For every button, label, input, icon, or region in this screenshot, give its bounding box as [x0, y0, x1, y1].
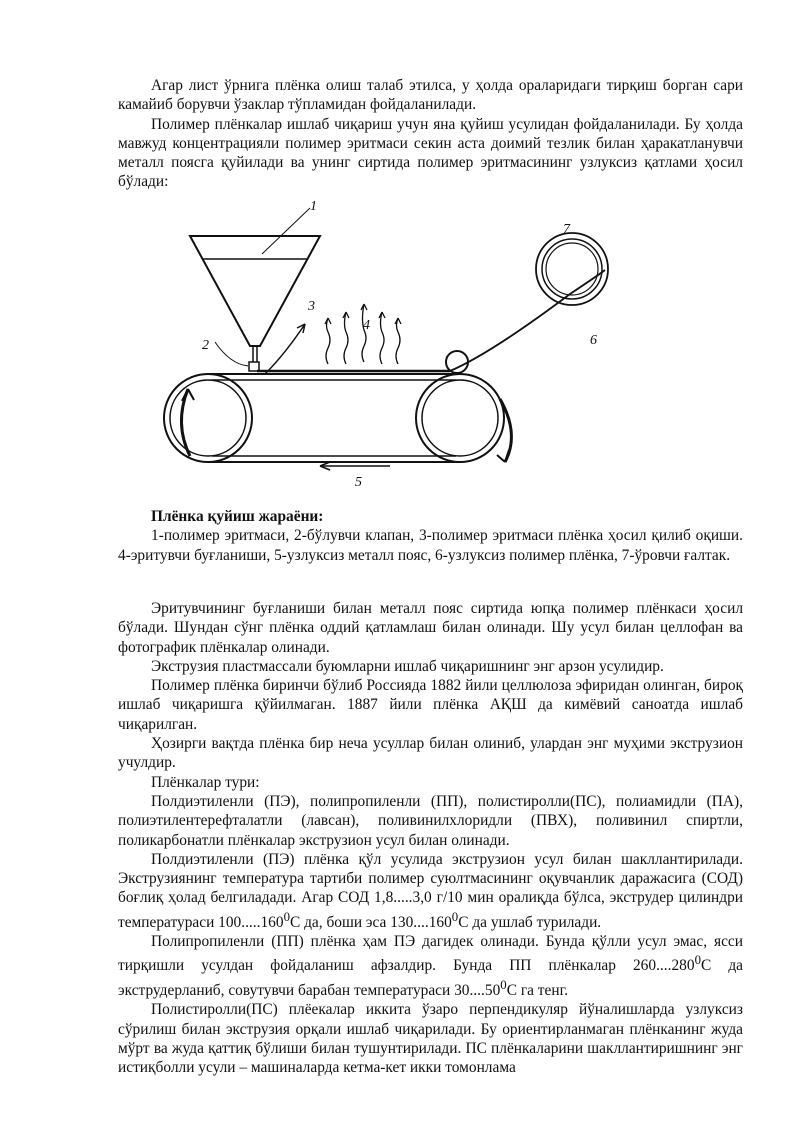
paragraph-intro-1: Агар лист ўрнига плёнка олиш талаб этилса, у ҳолда ораларидаги тирқиш борган сари камайиб борувчи ўзаклар тўпламидан фойдаланилади.: [118, 77, 743, 114]
p8-degree-2: 0: [500, 977, 507, 992]
paragraph-9: Полистиролли(ПС) плёекалар иккита ўзаро перпендикуляр йўналишларда узлуксиз сўрилиш билан экструзия орқали ишлаб чиқарилади. Бу ориентирланмаган плёнканинг жуда мўрт ва жуда қаттиқ бўлиши билан тушунтирилади. ПС плёнкаларини шакллантиришнинг энг истиқболли усули – машиналарда кетма-кет икки томонлама: [118, 1001, 743, 1077]
p7-part-a: Полдиэтиленли (ПЭ) плёнка қўл усулида экструзион усул билан шакллантирилади. Экструзиянинг температура тартиби полимер суюлтмасининг оқувчанлик даражасига (СОД) боғлиқ ҳолад белгиладади. Агар СОД 1,8.....3,0 г/10 мин оралиқда бўлса, экструдер цилиндри температураси 100.....160: [118, 850, 743, 931]
paragraph-2: Экструзия пластмассали буюмларни ишлаб чиқаришнинг энг арзон усулидир.: [151, 657, 664, 675]
p8-part-b: С да экструдерланиб, совутувчи барабан температураси 30....50: [118, 957, 743, 1000]
p7-degree-1: 0: [283, 909, 290, 924]
label-1: 1: [310, 199, 317, 214]
body-text: [118, 599, 743, 1078]
evaporation-arrows: [325, 304, 401, 364]
label-6: 6: [590, 333, 597, 348]
paragraph-6: Полдиэтиленли (ПЭ), полипропиленли (ПП), полистиролли(ПС), полиамидли (ПА), полиэтилентерефталатли (лавсан), поливинилхлоридли (ПВХ), поливинил спиртли, поликарбонатли плёнкалар экструзион усул билан олинади.: [118, 792, 743, 849]
p8-degree-1: 0: [694, 953, 701, 968]
paragraph-intro-2: Полимер плёнкалар ишлаб чиқариш учун яна қуйиш усулидан фойдаланилади. Бу ҳолда мавжуд концентрацияли полимер эритмаси секин аста доимий тезлик билан ҳаракатланувчи металл поясга қуйилади ва унинг сиртида полимер эритмасининг узлуксиз қатлами ҳосил бўлади:: [118, 115, 743, 191]
caption-title: Плёнка қуйиш жараёни:: [151, 508, 324, 525]
caption-legend: 1-полимер эритмаси, 2-бўлувчи клапан, 3-полимер эритмаси плёнка ҳосил қилиб оқиши. 4-эритувчи буғланиши, 5-узлуксиз металл пояс, 6-узлуксиз полимер плёнка, 7-ўровчи ғалтак.: [118, 527, 743, 564]
p8-part-a: Полипропиленли (ПП) плёнка ҳам ПЭ дагидек олинади. Бунда қўлли усул эмас, ясси тирқишли усулдан фойдаланиш афзалдир. Бунда ПП плёнкалар 260....280: [118, 933, 743, 975]
paragraph-4: Ҳозирги вақтда плёнка бир неча усуллар билан олиниб, улардан энг муҳими экструзион учулдир.: [118, 735, 743, 772]
take-off-roller: [446, 351, 468, 373]
p7-degree-2: 0: [451, 909, 459, 924]
paragraph-8: [118, 932, 743, 1000]
paragraph-1: Эритувчининг буғланиши билан металл пояс сиртида юпқа полимер плёнкаси ҳосил бўлади. Шундан сўнг плёнка оддий қатламлаш билан олинади. Шу усул билан целлофан ва фотографик плёнкалар олинади.: [118, 600, 743, 656]
p7-part-b: С да, боши эса 130....160: [289, 913, 452, 931]
label-3: 3: [308, 299, 315, 314]
p7-part-c: С да ушлаб турилади.: [458, 913, 602, 931]
take-up-reel: [536, 233, 608, 305]
paragraph-5: Плёнкалар тури:: [151, 773, 260, 791]
figure-caption: [118, 507, 743, 565]
label-2: 2: [202, 338, 209, 353]
label-5: 5: [355, 475, 362, 490]
label-4: 4: [363, 318, 370, 333]
valve: [249, 362, 259, 371]
film-casting-diagram: [160, 194, 660, 500]
metal-belt: [164, 374, 504, 462]
p8-part-c: С га тенг.: [506, 982, 569, 1000]
intro-text: [118, 76, 743, 192]
paragraph-3: Полимер плёнка биринчи бўлиб Россияда 1882 йили целлюлоза эфиридан олинган, бироқ ишлаб чиқаришга қўйилмаган. 1887 йили плёнка АҚШ да кимёвий саноатда ишлаб чиқарилган.: [118, 677, 743, 733]
paragraph-7: [118, 850, 743, 932]
label-7: 7: [563, 222, 570, 237]
